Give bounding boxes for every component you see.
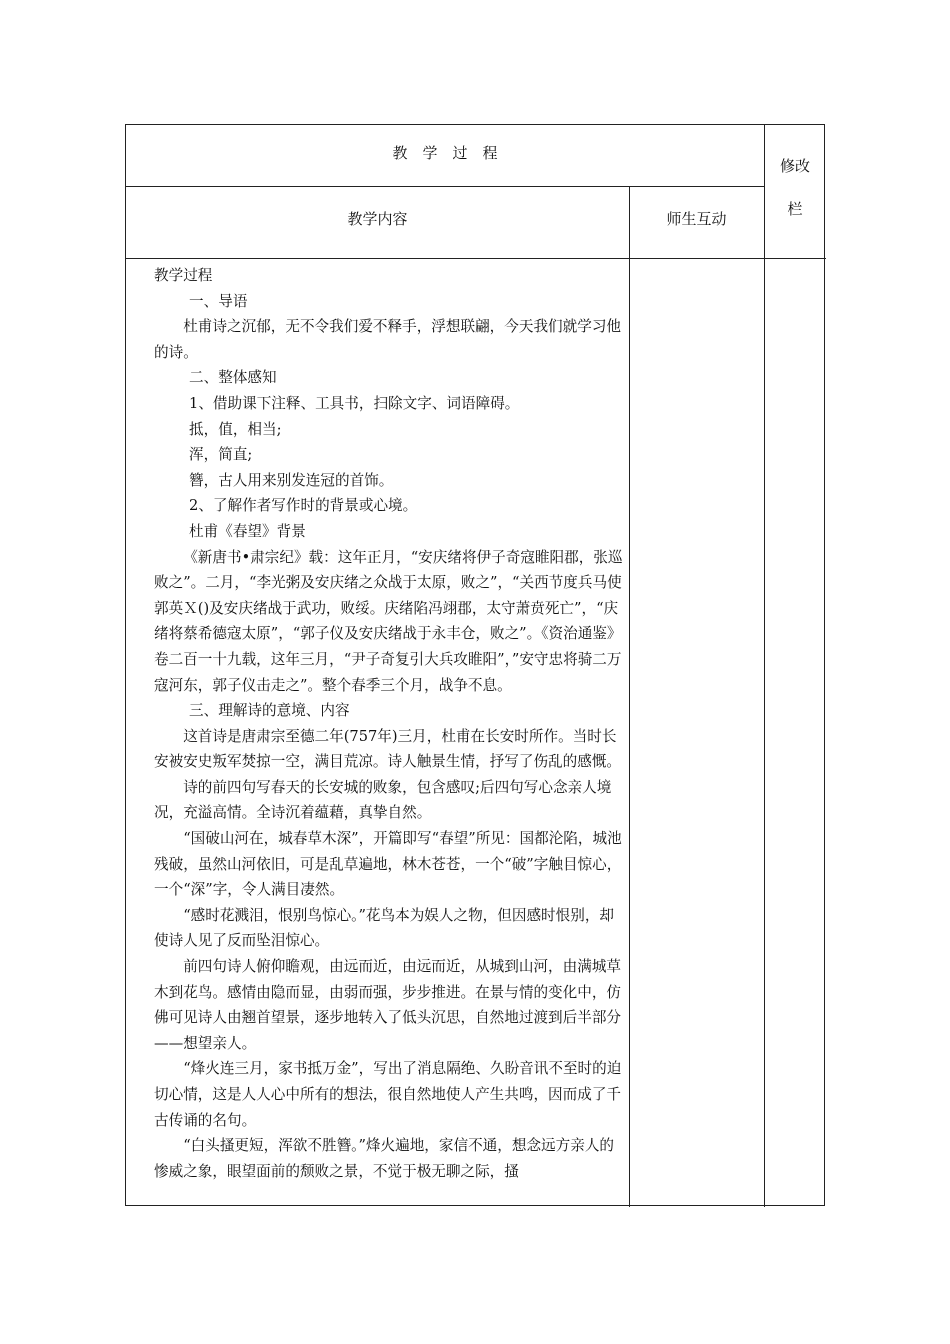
divider-interaction	[629, 186, 630, 1207]
paragraph: 这首诗是唐肃宗至德二年(757年)三月，杜甫在长安时所作。当时长安被安史叛军焚掠一空，满目荒凉。诗人触景生情，抒写了伤乱的感慨。	[154, 727, 622, 771]
paragraph: 诗的前四句写春天的长安城的败象，包含感叹;后四句写心念亲人境况，充溢高情。全诗沉着蕴藉，真挚自然。	[154, 778, 612, 822]
paragraph: “白头搔更短，浑欲不胜簪。”烽火遍地，家信不通，想念远方亲人的惨威之象，眼望面前的颓败之景，不觉于极无聊之际，搔	[154, 1137, 615, 1180]
paragraph: 杜甫《春望》背景	[189, 522, 306, 540]
divider-revision	[764, 125, 765, 1207]
lesson-table	[125, 124, 825, 1206]
paragraph: 杜甫诗之沉郁，无不令我们爱不释手，浮想联翩，今天我们就学习他的诗。	[154, 318, 622, 361]
paragraph: “国破山河在，城春草木深”，开篇即写“春望”所见：国都沦陷，城池残破，虽然山河依旧，可是乱草遍地，林木苍苍，一个“破”字触目惊心，一个“深”字，令人满目凄然。	[154, 830, 622, 899]
paragraph: 抵，值，相当;	[189, 420, 282, 438]
section-title: 教学过程	[154, 267, 213, 284]
paragraph: “烽火连三月，家书抵万金”，写出了消息隔绝、久盼音讯不至时的迫切心情，这是人人心中所有的想法，很自然地使人产生共鸣，因而成了千古传诵的名句。	[154, 1060, 622, 1129]
paragraph: 2、了解作者写作时的背景或心境。	[189, 497, 418, 515]
paragraph: “感时花溅泪，恨别鸟惊心。”花鸟本为娱人之物，但因感时恨别，却使诗人见了反而坠泪惊心。	[154, 906, 615, 950]
paragraph: 《新唐书•肃宗纪》载：这年正月，“安庆绪将伊子奇寇睢阳郡，张巡败之”。二月，“李光粥及安庆绪之众战于太原，败之”，“关西节度兵马使郭英Ｘ()及安庆绪战于武功，败绥。庆绪陷冯翊郡，太守萧贲死亡”，“庆绪将蔡希德寇太原”，“郭子仪及安庆绪战于永丰仓，败之”。《资治通鉴》卷二百一十九载，这年三月，“尹子奇复引大兵攻睢阳”，”安守忠将骑二万寇河东，郭子仪击走之”。整个春季三个月，战争不息。	[154, 548, 623, 694]
lesson-content	[154, 263, 624, 1184]
divider-subheader	[126, 258, 826, 259]
section-heading: 一、导语	[189, 292, 248, 310]
content-col-header: 教学内容	[347, 210, 408, 228]
revision-col-line2: 栏	[787, 200, 803, 218]
process-title: 教 学 过 程	[392, 144, 498, 162]
paragraph: 1、借助课下注释、工具书，扫除文字、词语障碍。	[189, 394, 520, 412]
section-heading: 三、理解诗的意境、内容	[189, 702, 350, 720]
interaction-col-header: 师生互动	[666, 210, 727, 228]
revision-col-line1: 修改	[779, 157, 810, 175]
paragraph: 簪，古人用来别发连冠的首饰。	[189, 471, 394, 489]
section-heading: 二、整体感知	[189, 369, 277, 387]
paragraph: 浑，简直;	[189, 446, 253, 464]
divider-header	[126, 186, 764, 187]
paragraph: 前四句诗人俯仰瞻观，由远而近，由远而近，从城到山河，由满城草木到花鸟。感情由隐而显，由弱而强，步步推进。在景与情的变化中，仿佛可见诗人由翘首望景，逐步地转入了低头沉思，自然地过渡到后半部分——想望亲人。	[154, 958, 622, 1052]
